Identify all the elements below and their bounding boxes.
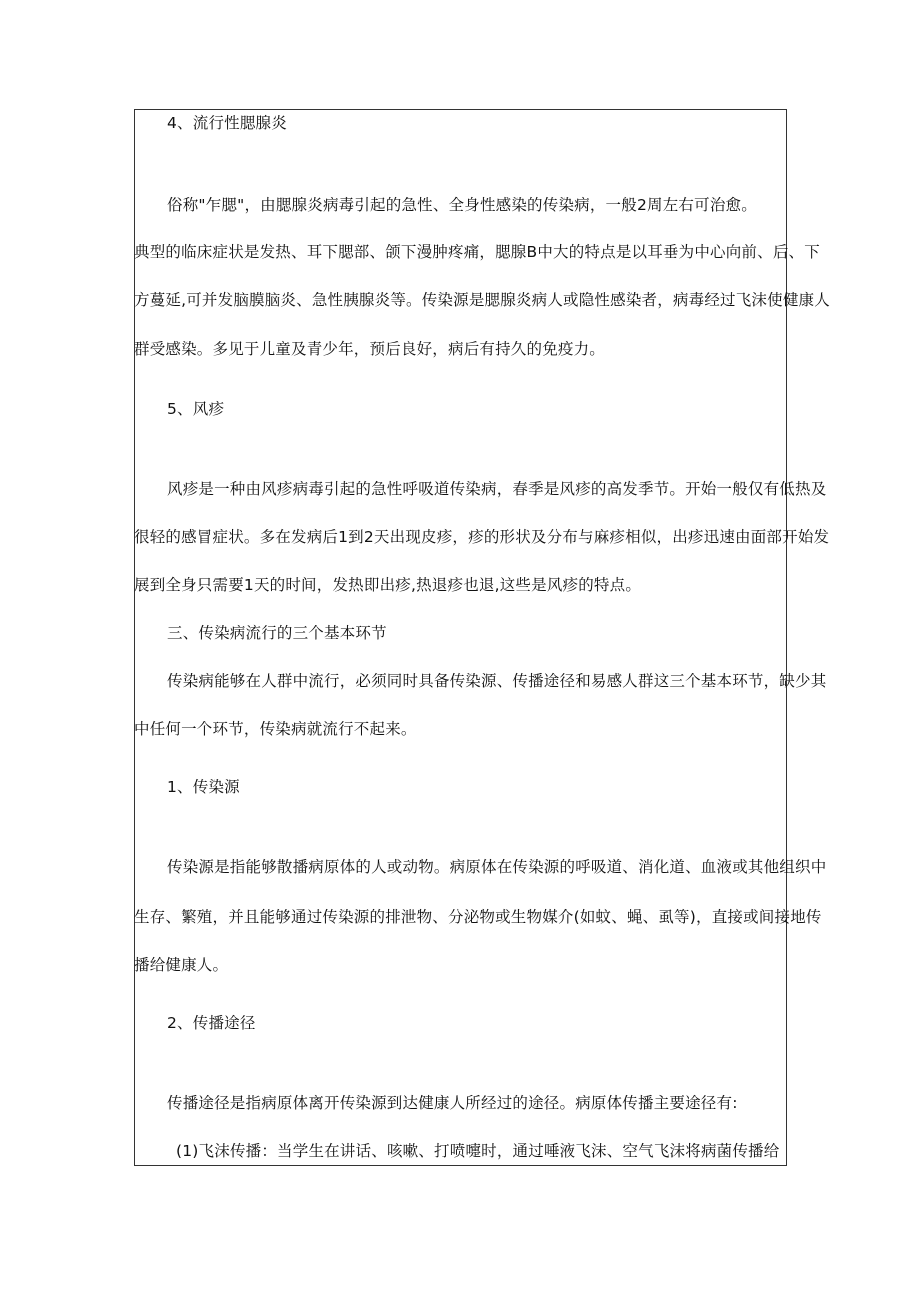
- heading-route: 2、传播途径: [167, 1014, 256, 1032]
- paragraph-line: 传染病能够在人群中流行，必须同时具备传染源、传播途径和易感人群这三个基本环节，缺少其: [167, 672, 827, 690]
- paragraph-line: 俗称"乍腮"，由腮腺炎病毒引起的急性、全身性感染的传染病，一般2周左右可治愈。: [167, 196, 757, 214]
- paragraph-line: 很轻的感冒症状。多在发病后1到2天出现皮疹，疹的形状及分布与麻疹相似，出疹迅速由面部开始发: [134, 528, 830, 546]
- heading-source: 1、传染源: [167, 778, 240, 796]
- paragraph-line: 展到全身只需要1天的时间，发热即出疹,热退疹也退,这些是风疹的特点。: [134, 576, 642, 594]
- paragraph-line: 中任何一个环节，传染病就流行不起来。: [134, 720, 417, 738]
- paragraph-line: 生存、繁殖，并且能够通过传染源的排泄物、分泌物或生物媒介(如蚊、蝇、虱等)，直接或间接地传: [134, 908, 822, 926]
- paragraph-line: (1)飞沫传播：当学生在讲话、咳嗽、打喷嚏时，通过唾液飞沫、空气飞沫将病菌传播给: [176, 1142, 780, 1160]
- paragraph-line: 典型的临床症状是发热、耳下腮部、颌下漫肿疼痛，腮腺B中大的特点是以耳垂为中心向前、后、下: [134, 243, 820, 261]
- paragraph-line: 风疹是一种由风疹病毒引起的急性呼吸道传染病，春季是风疹的高发季节。开始一般仅有低热及: [167, 480, 827, 498]
- heading-mumps: 4、流行性腮腺炎: [167, 114, 287, 132]
- heading-three-links: 三、传染病流行的三个基本环节: [167, 624, 387, 642]
- paragraph-line: 传播途径是指病原体离开传染源到达健康人所经过的途径。病原体传播主要途径有:: [167, 1094, 738, 1112]
- heading-rubella: 5、风疹: [167, 400, 225, 418]
- paragraph-line: 传染源是指能够散播病原体的人或动物。病原体在传染源的呼吸道、消化道、血液或其他组织中: [167, 858, 827, 876]
- paragraph-line: 播给健康人。: [134, 956, 229, 974]
- paragraph-line: 群受感染。多见于儿童及青少年，预后良好，病后有持久的免疫力。: [134, 340, 606, 358]
- paragraph-line: 方蔓延,可并发脑膜脑炎、急性胰腺炎等。传染源是腮腺炎病人或隐性感染者，病毒经过飞沫使健康人: [134, 291, 830, 309]
